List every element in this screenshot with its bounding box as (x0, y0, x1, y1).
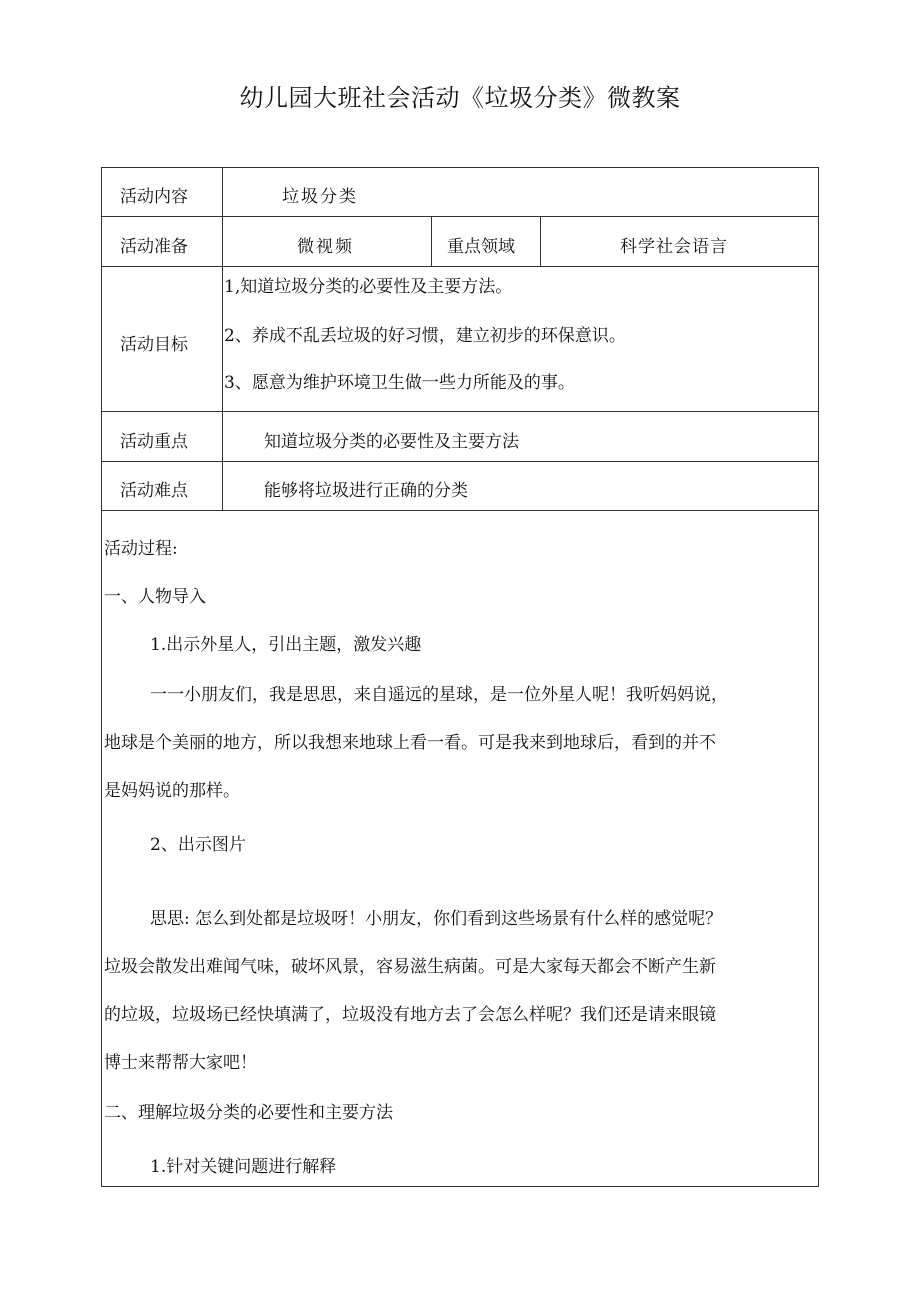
row-divider (102, 411, 818, 412)
goal-item: 3、愿意为维护环境卫生做一些力所能及的事。 (224, 373, 575, 393)
goal-item: 1,知道垃圾分类的必要性及主要方法。 (224, 277, 513, 297)
preparation-label: 活动准备 (120, 237, 188, 257)
step-heading: 1.针对关键问题进行解释 (150, 1157, 337, 1177)
difficulty-label: 活动难点 (120, 481, 188, 501)
paragraph-line: 博士来帮帮大家吧！ (104, 1053, 257, 1073)
paragraph-line: 一一小朋友们，我是思思，来自遥远的星球，是一位外星人呢！我听妈妈说， (150, 685, 728, 705)
difficulty-value: 能够将垃圾进行正确的分类 (264, 481, 468, 501)
focus-area-label: 重点领域 (447, 237, 515, 257)
column-divider (540, 216, 541, 266)
paragraph-line: 垃圾会散发出难闻气味，破坏风景，容易滋生病菌。可是大家每天都会不断产生新 (104, 957, 716, 977)
preparation-value: 微视频 (297, 237, 354, 257)
row-divider (102, 266, 818, 267)
column-divider (431, 216, 432, 266)
paragraph-line: 的垃圾，垃圾场已经快填满了，垃圾没有地方去了会怎么样呢？我们还是请来眼镜 (104, 1005, 716, 1025)
paragraph-line: 是妈妈说的那样。 (104, 781, 240, 801)
key-point-label: 活动重点 (120, 432, 188, 452)
step-heading: 2、出示图片 (150, 835, 246, 855)
column-divider (222, 168, 223, 510)
row-divider (102, 461, 818, 462)
content-value: 垃圾分类 (282, 187, 358, 207)
goals-label: 活动目标 (120, 335, 188, 355)
goal-item: 2、养成不乱丢垃圾的好习惯，建立初步的环保意识。 (224, 326, 626, 346)
paragraph-line: 地球是个美丽的地方，所以我想来地球上看一看。可是我来到地球后，看到的并不 (104, 733, 716, 753)
process-heading: 活动过程: (104, 539, 178, 559)
lesson-plan-table (101, 167, 819, 1187)
key-point-value: 知道垃圾分类的必要性及主要方法 (264, 432, 519, 452)
content-label: 活动内容 (120, 187, 188, 207)
row-divider (102, 216, 818, 217)
row-divider (102, 510, 818, 511)
paragraph-line: 思思: 怎么到处都是垃圾呀！小朋友，你们看到这些场景有什么样的感觉呢？ (150, 909, 723, 929)
document-title: 幼儿园大班社会活动《垃圾分类》微教案 (239, 84, 681, 112)
section-heading: 一、人物导入 (104, 587, 206, 607)
step-heading: 1.出示外星人，引出主题，激发兴趣 (150, 635, 422, 655)
section-heading: 二、理解垃圾分类的必要性和主要方法 (104, 1103, 393, 1123)
focus-area-value: 科学社会语言 (620, 237, 728, 257)
